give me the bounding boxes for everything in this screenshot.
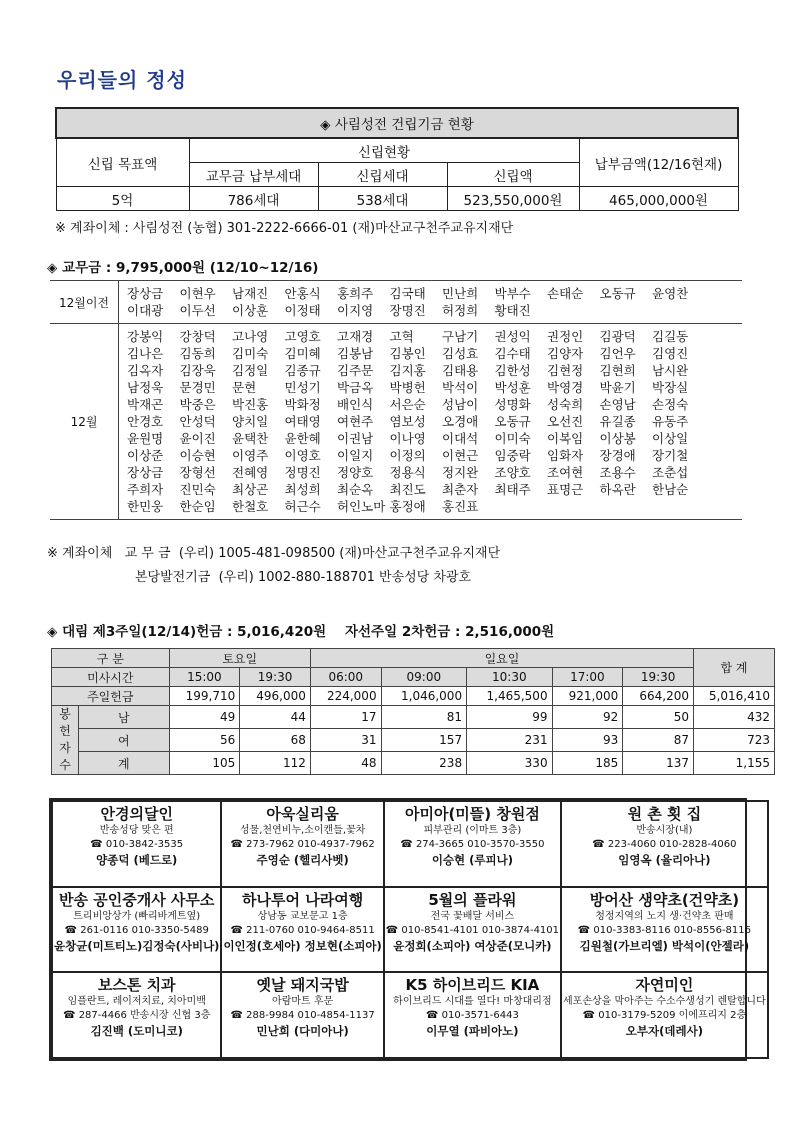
female-count: 231 (467, 729, 553, 752)
ad-title: 자연미인 (635, 976, 694, 995)
donor-name: 성숙희 (547, 397, 584, 412)
ad-line: ☎ 223-4060 010-2828-4060 (592, 839, 737, 850)
cash-value: 224,000 (310, 687, 381, 706)
donor-name: 오경애 (442, 414, 479, 429)
ad-line: 하이브리드 시대를 열다! 마창대리점 (393, 996, 552, 1008)
donor-name: 김봉인 (389, 346, 426, 361)
sum-count: 1,155 (694, 752, 775, 775)
donor-name: 황태진 (494, 303, 531, 318)
ad-card (384, 887, 561, 973)
donor-name: 이미숙 (494, 431, 531, 446)
donor-name: 박영경 (547, 380, 584, 395)
donor-name: 장경애 (599, 448, 636, 463)
donor-name: 장상금 (127, 465, 164, 480)
ad-line: ☎ 010-8541-4101 010-3874-4101 (385, 924, 560, 936)
ad-line: ☎ 274-3665 010-3570-3550 (400, 839, 545, 850)
donor-name: 안홍식 (284, 286, 321, 301)
donor-name: 김주문 (337, 363, 374, 378)
donor-name: 김국태 (389, 286, 426, 301)
ad-line: ☎ 211-0760 010-9464-8511 (230, 924, 375, 936)
ad-card (561, 887, 768, 973)
ad-line: 피부관리 (이마트 3층) (423, 825, 522, 836)
mass-time: 09:00 (381, 668, 467, 687)
donor-name: 김광덕 (599, 329, 636, 344)
donor-name: 권정인 (547, 329, 584, 344)
cash-value: 664,200 (623, 687, 694, 706)
category-header: 구 분 (52, 649, 170, 668)
donor-name: 한남순 (652, 482, 689, 497)
donor-name: 최진도 (389, 482, 426, 497)
mass-time: 19:30 (623, 668, 694, 687)
donor-name: 홍정애 (389, 499, 426, 514)
donor-name: 이영호 (284, 448, 321, 463)
donor-name: 고영호 (284, 329, 321, 344)
sum-count: 105 (169, 752, 240, 775)
donor-name: 한순임 (179, 499, 216, 514)
mass-time-header: 미사시간 (52, 668, 170, 687)
donor-name: 윤영찬 (652, 286, 689, 301)
donor-name: 박윤기 (599, 380, 636, 395)
sunday-header: 일요일 (310, 649, 693, 668)
ad-owner-name: 윤정희(소피아) 여상준(모니카) (393, 938, 552, 953)
donor-name: 정양호 (337, 465, 374, 480)
donor-name: 이상훈 (232, 303, 269, 318)
donor-name: 오선진 (547, 414, 584, 429)
ad-owner-name: 오부자(데레사) (625, 1024, 703, 1039)
donor-name: 민성기 (284, 380, 321, 395)
female-count: 723 (694, 729, 775, 752)
ad-card (384, 801, 561, 887)
donor-name: 장명진 (389, 303, 426, 318)
donor-name: 양치일 (232, 414, 269, 429)
donor-name: 표명근 (547, 482, 584, 497)
donor-name: 윤원명 (127, 431, 164, 446)
dues-table (50, 280, 742, 520)
donor-name: 정지완 (442, 465, 479, 480)
ad-owner-name: 임영옥 (율리아나) (618, 853, 711, 867)
donor-name: 염보성 (389, 414, 426, 429)
donor-name: 유동주 (652, 414, 689, 429)
donor-name: 이대광 (127, 303, 164, 318)
donor-name: 구남기 (442, 329, 479, 344)
donor-name: 홍진표 (442, 499, 479, 514)
donor-name: 이복임 (547, 431, 584, 446)
ad-card (52, 801, 221, 887)
offering-heading: ◈ 대림 제3주일(12/14)헌금 : 5,016,420원 자선주일 2차헌금 : 2,516,000원 (47, 624, 555, 640)
donor-name: 김미혜 (284, 346, 321, 361)
donor-name: 고나영 (232, 329, 269, 344)
donor-name: 하옥란 (599, 482, 636, 497)
ad-title: 방어산 생약초(건약초) (589, 890, 740, 909)
mass-time: 19:30 (240, 668, 311, 687)
ad-card (52, 887, 221, 973)
donor-name: 이두선 (179, 303, 216, 318)
donor-name: 전혜영 (232, 465, 269, 480)
donor-name: 조춘섭 (652, 465, 689, 480)
donor-name: 김현희 (599, 363, 636, 378)
offering-table (51, 648, 775, 775)
male-count: 432 (694, 706, 775, 729)
ad-line: ☎ 010-3571-6443 (425, 1010, 519, 1022)
donor-name: 조용수 (599, 465, 636, 480)
donor-count-label: 봉 헌 자 수 (52, 706, 79, 775)
donor-name: 윤택찬 (232, 431, 269, 446)
donor-name: 임화자 (547, 448, 584, 463)
mass-time: 15:00 (169, 668, 240, 687)
dues-account-line2: 본당발전기금 (우리) 1002-880-188701 반송성당 차광호 (135, 570, 472, 585)
donor-name: 허정희 (442, 303, 479, 318)
donor-name: 유길종 (599, 414, 636, 429)
donor-name: 강창덕 (179, 329, 216, 344)
donor-name: 진민숙 (179, 482, 216, 497)
mass-time: 10:30 (467, 668, 553, 687)
ad-line: ☎ 288-9984 010-4854-1137 (230, 1010, 375, 1022)
female-label: 여 (79, 729, 170, 752)
male-count: 99 (467, 706, 553, 729)
dues-dec-names (119, 324, 743, 520)
female-count: 31 (310, 729, 381, 752)
donor-name: 임중락 (494, 448, 531, 463)
ad-owner-name: 주영순 (헬리사벳) (256, 853, 349, 867)
donor-name: 여태영 (284, 414, 321, 429)
donor-name: 고혁 (389, 329, 414, 344)
donor-name: 이상봉 (599, 431, 636, 446)
cash-value: 1,465,500 (467, 687, 553, 706)
ad-title: 원 촌 횟 집 (627, 805, 702, 823)
fund-table-title: ◈ 사림성전 건립기금 현황 (56, 108, 738, 138)
donor-name: 최상곤 (232, 482, 269, 497)
donor-name: 김장욱 (179, 363, 216, 378)
donor-name: 고재경 (337, 329, 374, 344)
donor-name: 김길동 (652, 329, 689, 344)
ad-line: 임플란트, 레이저치료, 치아미백 (67, 996, 206, 1008)
ad-owner-name: 김원철(가브리엘) 박석이(안젤라) (579, 938, 750, 953)
donor-name: 이지영 (337, 303, 374, 318)
ad-title: 5월의 플라워 (428, 890, 517, 909)
dues-account-line1: ※ 계좌이체 교 무 금 (우리) 1005-481-098500 (재)마산교구천주교유지재단 (47, 546, 501, 561)
donor-name: 문현 (232, 380, 257, 395)
donor-name: 윤이진 (179, 431, 216, 446)
donor-name: 박석이 (442, 380, 479, 395)
donor-name: 손정숙 (652, 397, 689, 412)
ad-title: 아욱실리움 (266, 805, 339, 823)
sum-count: 238 (381, 752, 467, 775)
donor-name: 박병헌 (389, 380, 426, 395)
donor-name: 박재곤 (127, 397, 164, 412)
households-paid-header: 교무금 납부세대 (189, 163, 318, 187)
status-header: 신립현황 (189, 138, 579, 163)
households-paid-value: 786세대 (189, 187, 318, 211)
donor-name: 김봉남 (337, 346, 374, 361)
ad-line: ☎ 287-4466 반송시장 신협 3층 (63, 1010, 211, 1022)
donor-name: 정명진 (284, 465, 321, 480)
donor-name: 손태순 (547, 286, 584, 301)
donor-name: 홍희주 (337, 286, 374, 301)
ad-owner-name: 이인정(호세아) 정보현(소피아) (223, 938, 382, 953)
sum-count: 137 (623, 752, 694, 775)
donor-name: 정용식 (389, 465, 426, 480)
dues-before-label: 12월이전 (50, 281, 119, 324)
ad-line: 상남동 교보문고 1층 (257, 910, 348, 922)
ads-grid (49, 798, 766, 1061)
donor-name: 이영주 (232, 448, 269, 463)
sum-count: 185 (552, 752, 623, 775)
male-count: 49 (169, 706, 240, 729)
donor-name: 이현근 (442, 448, 479, 463)
donor-name: 최순옥 (337, 482, 374, 497)
ad-owner-name: 김진백 (도미니코) (90, 1024, 183, 1039)
dues-before-names (119, 281, 743, 324)
cash-row-label: 주일헌금 (52, 687, 170, 706)
donor-name: 한민웅 (127, 499, 164, 514)
female-count: 93 (552, 729, 623, 752)
cash-value: 1,046,000 (381, 687, 467, 706)
donor-name: 최성희 (284, 482, 321, 497)
ad-line: 트리비앙상가 (빠리바게트옆) (73, 910, 201, 922)
ad-card (52, 972, 221, 1058)
dues-heading: ◈ 교무금 : 9,795,000원 (12/10~12/16) (47, 260, 319, 276)
donor-name: 남시완 (652, 363, 689, 378)
donor-name: 안경호 (127, 414, 164, 429)
donor-name: 서은순 (389, 397, 426, 412)
sum-count: 112 (240, 752, 311, 775)
donor-name: 안성덕 (179, 414, 216, 429)
male-count: 92 (552, 706, 623, 729)
donor-name: 김영진 (652, 346, 689, 361)
ad-title: 보스톤 치과 (97, 976, 176, 995)
donor-name: 김한성 (494, 363, 531, 378)
sum-count: 48 (310, 752, 381, 775)
ad-title: 옛날 돼지국밥 (256, 976, 349, 995)
ad-title: K5 하이브리드 KIA (405, 976, 540, 995)
pledged-households-header: 신립세대 (318, 163, 447, 187)
donor-name: 김양자 (547, 346, 584, 361)
page-heading: 우리들의 정성 (57, 68, 187, 92)
donor-name: 김미숙 (232, 346, 269, 361)
donor-name: 김정일 (232, 363, 269, 378)
donor-name: 박화정 (284, 397, 321, 412)
ad-title: 반송 공인중개사 사무소 (59, 890, 215, 909)
ad-line: 성물,천연비누,소이캔들,꽃차 (239, 825, 366, 836)
donor-name: 김수태 (494, 346, 531, 361)
cash-value: 496,000 (240, 687, 311, 706)
ad-line: ☎ 010-3383-8116 010-8556-8116 (577, 924, 751, 936)
donor-name: 배인식 (337, 397, 374, 412)
donor-name: 남정욱 (127, 380, 164, 395)
fund-table (55, 107, 739, 211)
paid-amount-value: 465,000,000원 (579, 187, 738, 211)
female-count: 157 (381, 729, 467, 752)
female-count: 68 (240, 729, 311, 752)
ad-card (221, 801, 383, 887)
mass-time: 17:00 (552, 668, 623, 687)
ad-owner-name: 윤창균(미트티노)김정숙(사비나) (54, 938, 220, 953)
ad-line: 반송시장(내) (636, 825, 693, 836)
total-header: 합 계 (694, 649, 775, 687)
donor-name: 김나은 (127, 346, 164, 361)
donor-name: 허인노마 (337, 499, 386, 514)
goal-value: 5억 (56, 187, 189, 211)
ad-line: ☎ 273-7962 010-4937-7962 (230, 839, 375, 850)
donor-name: 남재진 (232, 286, 269, 301)
donor-name: 이정의 (389, 448, 426, 463)
donor-name: 최춘자 (442, 482, 479, 497)
donor-name: 박성훈 (494, 380, 531, 395)
donor-name: 이승현 (179, 448, 216, 463)
male-label: 남 (79, 706, 170, 729)
fund-account-note: ※ 계좌이체 : 사림성전 (농협) 301-2222-6666-01 (재)마산교구천주교유지재단 (55, 221, 514, 236)
donor-name: 조여현 (547, 465, 584, 480)
donor-name: 박부수 (494, 286, 531, 301)
donor-name: 문경민 (179, 380, 216, 395)
donor-name: 성명화 (494, 397, 531, 412)
donor-name: 한철호 (232, 499, 269, 514)
donor-name: 이일지 (337, 448, 374, 463)
ad-line: 아람마트 후문 (272, 996, 334, 1008)
goal-header: 신립 목표액 (56, 138, 189, 187)
donor-name: 김현정 (547, 363, 584, 378)
ad-owner-name: 양종덕 (베드로) (96, 853, 178, 867)
donor-name: 이대석 (442, 431, 479, 446)
pledged-amount-value: 523,550,000원 (447, 187, 579, 211)
cash-value: 199,710 (169, 687, 240, 706)
donor-name: 박금옥 (337, 380, 374, 395)
sum-label: 계 (79, 752, 170, 775)
male-count: 50 (623, 706, 694, 729)
donor-name: 김태용 (442, 363, 479, 378)
donor-name: 손영남 (599, 397, 636, 412)
pledged-amount-header: 신립액 (447, 163, 579, 187)
male-count: 17 (310, 706, 381, 729)
paid-amount-header: 납부금액(12/16현재) (579, 138, 738, 187)
ad-owner-name: 이무열 (파비아노) (426, 1024, 519, 1039)
ad-card (561, 801, 768, 887)
ad-line: ☎ 010-3179-5209 이에프리지 2층 (582, 1010, 747, 1022)
ad-line: 전국 꽃배달 서비스 (430, 910, 515, 922)
ad-owner-name: 민난희 (다미아나) (256, 1024, 349, 1039)
donor-name: 김언우 (599, 346, 636, 361)
cash-value: 921,000 (552, 687, 623, 706)
donor-name: 이상일 (652, 431, 689, 446)
ad-line: 청정지역의 노지 생·건약초 판매 (595, 910, 734, 922)
donor-name: 이상준 (127, 448, 164, 463)
male-count: 44 (240, 706, 311, 729)
ad-line: ☎ 010-3842-3535 (90, 839, 184, 850)
female-count: 87 (623, 729, 694, 752)
donor-name: 김종규 (284, 363, 321, 378)
donor-name: 김옥자 (127, 363, 164, 378)
donor-name: 주희자 (127, 482, 164, 497)
donor-name: 허근수 (284, 499, 321, 514)
pledged-households-value: 538세대 (318, 187, 447, 211)
donor-name: 성남이 (442, 397, 479, 412)
ad-card (561, 972, 768, 1058)
mass-time: 06:00 (310, 668, 381, 687)
donor-name: 윤한혜 (284, 431, 321, 446)
ad-card (221, 972, 383, 1058)
donor-name: 이나영 (389, 431, 426, 446)
donor-name: 권성익 (494, 329, 531, 344)
donor-name: 장기철 (652, 448, 689, 463)
ad-line: ☎ 261-0116 010-3350-5489 (64, 924, 209, 936)
donor-name: 최태주 (494, 482, 531, 497)
donor-name: 이정태 (284, 303, 321, 318)
ad-card (384, 972, 561, 1058)
dues-dec-label: 12월 (50, 324, 119, 520)
donor-name: 이권남 (337, 431, 374, 446)
ad-title: 하나투어 나라여행 (242, 890, 364, 909)
saturday-header: 토요일 (169, 649, 310, 668)
ad-title: 아미아(미뜰) 창원점 (404, 805, 540, 823)
female-count: 56 (169, 729, 240, 752)
donor-name: 오동규 (494, 414, 531, 429)
donor-name: 김지홍 (389, 363, 426, 378)
donor-name: 장형선 (179, 465, 216, 480)
donor-name: 박중은 (179, 397, 216, 412)
donor-name: 강봉익 (127, 329, 164, 344)
donor-name: 김성효 (442, 346, 479, 361)
donor-name: 장상금 (127, 286, 164, 301)
ad-line: 반송성당 맞은 편 (99, 825, 174, 836)
ad-owner-name: 이승현 (루피나) (431, 853, 513, 867)
donor-name: 박장실 (652, 380, 689, 395)
donor-name: 김동희 (179, 346, 216, 361)
donor-name: 박진홍 (232, 397, 269, 412)
sum-count: 330 (467, 752, 553, 775)
donor-name: 이현우 (179, 286, 216, 301)
ad-card (221, 887, 383, 973)
male-count: 81 (381, 706, 467, 729)
donor-name: 여현주 (337, 414, 374, 429)
ad-title: 안경의달인 (100, 805, 173, 823)
ad-line: 세포손상을 막아주는 수소수생성기 렌탈합니다 (563, 996, 766, 1008)
donor-name: 민난희 (442, 286, 479, 301)
donor-name: 오동규 (599, 286, 636, 301)
cash-value: 5,016,410 (694, 687, 775, 706)
donor-name: 조양호 (494, 465, 531, 480)
